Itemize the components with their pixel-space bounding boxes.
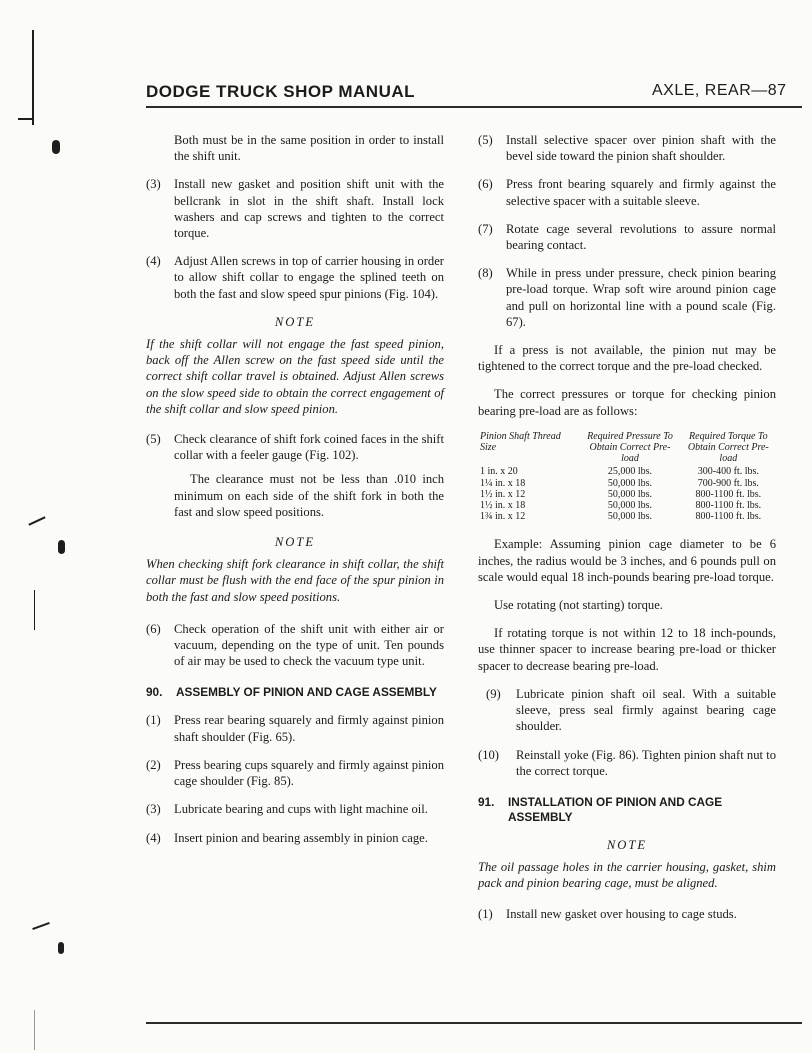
- section-heading-90: [146, 685, 444, 700]
- step-number: (4): [146, 254, 161, 269]
- step-7-right: [478, 221, 776, 253]
- binding-mark-mid: [28, 516, 45, 525]
- step-text: Adjust Allen screws in top of carrier housing in order to allow shift collar to engage the splined teeth on both the fast and slow speed spur pinions (Fig. 104).: [174, 254, 444, 301]
- step-text: Press front bearing squarely and firmly against the selective spacer with a suitable sleeve.: [506, 177, 776, 208]
- table-header-row: [478, 431, 776, 467]
- step-number: (1): [146, 713, 161, 728]
- table-cell: 300-400 ft. lbs.: [697, 466, 759, 478]
- step-text: Lubricate bearing and cups with light machine oil.: [174, 802, 428, 817]
- binding-mark-bottom: [32, 922, 50, 930]
- binding-mark-mid-line: [34, 590, 35, 630]
- step-number: (3): [146, 802, 161, 817]
- step-number: (4): [146, 830, 161, 845]
- table-cell: 800-1100 ft. lbs.: [695, 488, 762, 500]
- note-heading: NOTE: [274, 314, 316, 329]
- right-column: [478, 132, 776, 934]
- preload-table: [478, 431, 776, 523]
- table-cell: 800-1100 ft. lbs.: [695, 511, 762, 523]
- step-number: (6): [478, 177, 493, 192]
- note-text: If the shift collar will not engage the fast speed pinion, back off the Allen screw on the fast speed side until the correct shift collar travel is obtained. Adjust Allen screws on the slow speed side to obtain the correct engagement of the shift collar and slow speed pinion.: [146, 337, 444, 416]
- step-10-right: [478, 747, 776, 779]
- example-paragraph: Example: Assuming pinion cage diameter to be 6 inches, the radius would be 3 inches, and 6 pounds pull on scale would equal 18 inch-pounds bearing pre-load torque.: [478, 537, 776, 584]
- footer-rule: [146, 1022, 802, 1024]
- left-column: [146, 132, 444, 858]
- step-text: While in press under pressure, check pinion bearing pre-load torque. Wrap soft wire around pinion cage and pull on horizontal line with a pound scale (Fig. 67).: [506, 266, 776, 329]
- section-heading-91: [478, 795, 776, 825]
- table-row: [478, 500, 776, 511]
- table-row: [478, 466, 776, 477]
- table-header: Required Torque To Obtain Correct Pre-load: [687, 430, 769, 465]
- step-number: (5): [478, 133, 493, 147]
- step-5: [146, 431, 444, 463]
- step-text: Insert pinion and bearing assembly in pinion cage.: [174, 830, 428, 845]
- header-rule: [146, 106, 802, 108]
- table-cell: 50,000 lbs.: [607, 511, 653, 523]
- step-number: (3): [146, 177, 161, 192]
- table-cell: 700-900 ft. lbs.: [697, 477, 759, 489]
- section-title: ASSEMBLY OF PINION AND CAGE ASSEMBLY: [176, 685, 437, 700]
- table-cell: 50,000 lbs.: [607, 500, 653, 512]
- table-cell: 1½ in. x 18: [480, 500, 526, 512]
- section-number: 91.: [478, 794, 495, 809]
- step-text: Reinstall yoke (Fig. 86). Tighten pinion shaft nut to the correct torque.: [516, 747, 776, 778]
- section-page-label: AXLE, REAR—87: [652, 82, 787, 99]
- step-number: (7): [478, 221, 493, 236]
- step-9-right: [478, 686, 776, 735]
- intro-paragraph: Both must be in the same position in order to install the shift unit.: [174, 133, 444, 164]
- step-8-right: [478, 265, 776, 330]
- table-cell: 1¾ in. x 12: [480, 511, 526, 523]
- step-number: (10): [478, 747, 499, 762]
- note-heading: NOTE: [606, 837, 648, 852]
- table-row: [478, 478, 776, 489]
- step-6-right: [478, 176, 776, 208]
- table-row: [478, 511, 776, 522]
- step-text: Install new gasket over housing to cage studs.: [506, 906, 737, 921]
- pressures-paragraph: The correct pressures or torque for checking pinion bearing pre-load are as follows:: [478, 387, 776, 418]
- table-header: Required Pressure To Obtain Correct Pre-load: [587, 430, 673, 465]
- rotating-torque-paragraph: Use rotating (not starting) torque.: [494, 598, 663, 613]
- section-number: 90.: [146, 685, 163, 700]
- step-text: Press rear bearing squarely and firmly against pinion shaft shoulder (Fig. 65).: [174, 713, 444, 744]
- punch-hole-top: [52, 140, 60, 154]
- step-text: Check clearance of shift fork coined faces in the shift collar with a feeler gauge (Fig. 102).: [174, 432, 444, 463]
- step-text: Lubricate pinion shaft oil seal. With a suitable sleeve, press seal firmly against bearing cage shoulder.: [516, 686, 776, 734]
- step-3: [146, 176, 444, 241]
- s90-step-3: [146, 801, 444, 817]
- step-number: (9): [486, 686, 501, 701]
- table-row: [478, 489, 776, 500]
- clearance-paragraph: The clearance must not be less than .010 inch minimum on each side of the shift fork in both the fast and slow speed positions.: [174, 472, 444, 519]
- manual-title: DODGE TRUCK SHOP MANUAL: [146, 82, 416, 101]
- step-text: Press bearing cups squarely and firmly against pinion cage shoulder (Fig. 85).: [174, 757, 444, 789]
- step-4: [146, 253, 444, 302]
- step-number: (2): [146, 757, 161, 772]
- punch-hole-bottom: [58, 942, 64, 954]
- step-text: Install new gasket and position shift unit with the bellcrank in slot in the shift shaft. Install lock washers and cap screws and tighten to the correct torque.: [174, 177, 444, 241]
- s90-step-2: [146, 757, 444, 789]
- binding-mark-top: [32, 30, 34, 125]
- table-header: Pinion Shaft Thread Size: [480, 430, 561, 454]
- s91-step-1: [478, 906, 776, 922]
- table-cell: 25,000 lbs.: [607, 466, 653, 478]
- step-text: Rotate cage several revolutions to assure normal bearing contact.: [506, 221, 776, 253]
- step-text: Install selective spacer over pinion shaft with the bevel side toward the pinion shaft shoulder.: [506, 133, 776, 164]
- step-number: (1): [478, 906, 493, 921]
- table-cell: 1¼ in. x 18: [480, 477, 526, 489]
- section-title: INSTALLATION OF PINION AND CAGE ASSEMBLY: [508, 794, 723, 824]
- punch-hole-mid: [58, 540, 65, 554]
- table-cell: 50,000 lbs.: [607, 477, 653, 489]
- note-text: When checking shift fork clearance in shift collar, the shift collar must be flush with the end face of the spur pinion in both the fast and slow speed positions.: [146, 557, 444, 604]
- s90-step-1: [146, 712, 444, 744]
- step-number: (8): [478, 266, 493, 281]
- press-paragraph: If a press is not available, the pinion nut may be tightened to the correct torque and the pre-load checked.: [478, 343, 776, 374]
- step-text: Check operation of the shift unit with either air or vacuum, depending on the type of unit. Ten pounds of air may be used to check the vacuum type unit.: [174, 621, 444, 669]
- table-cell: 1 in. x 20: [480, 466, 518, 478]
- step-6: [146, 621, 444, 670]
- note-text: The oil passage holes in the carrier housing, gasket, shim pack and pinion bearing cage, must be aligned.: [478, 860, 776, 891]
- step-number: (5): [146, 432, 161, 447]
- torque-range-paragraph: If rotating torque is not within 12 to 18 inch-pounds, use thinner spacer to increase bearing pre-load or thicker spacer to decrease bearing pre-load.: [478, 626, 776, 673]
- table-cell: 1½ in. x 12: [480, 488, 526, 500]
- binding-mark-top-tick: [18, 118, 34, 120]
- table-cell: 50,000 lbs.: [607, 488, 653, 500]
- step-5-right: [478, 132, 776, 164]
- table-cell: 800-1100 ft. lbs.: [695, 500, 762, 512]
- s90-step-4: [146, 830, 444, 846]
- note-heading: NOTE: [274, 535, 316, 550]
- step-number: (6): [146, 621, 161, 636]
- binding-mark-bottom-line: [34, 1010, 35, 1050]
